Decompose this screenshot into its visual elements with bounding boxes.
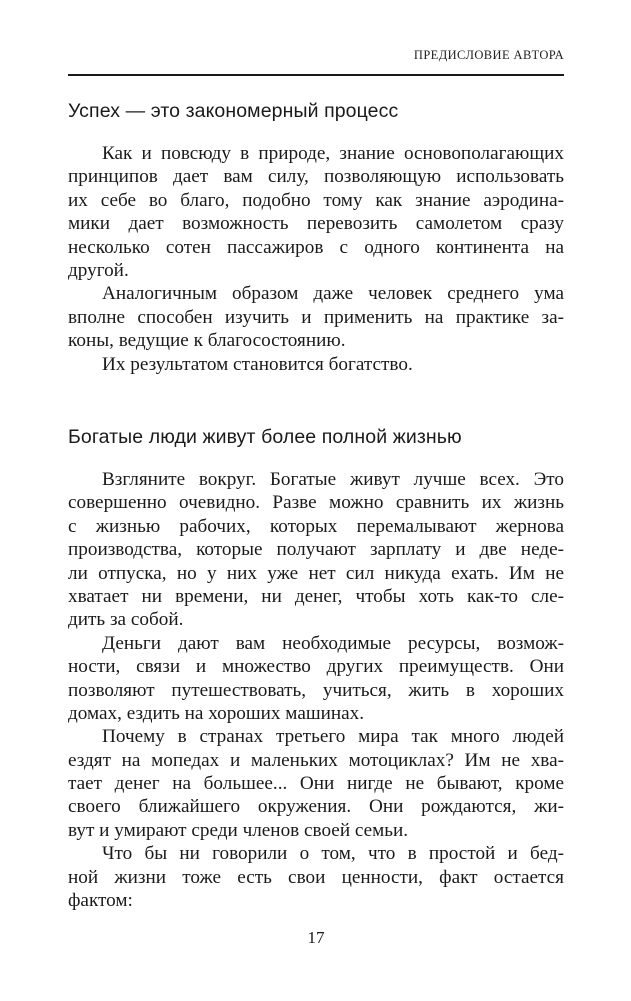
running-head: ПРЕДИСЛОВИЕ АВТОРА: [413, 48, 564, 62]
paragraph: [68, 468, 564, 632]
text-line: ездят на мопедах и маленьких мотоциклах? Им не хва-: [68, 749, 564, 771]
text-line: совершенно очевидно. Разве можно сравнить их жизнь: [68, 492, 564, 514]
text-line: вполне способен изучить и применить на практике за-: [68, 306, 564, 328]
text-line: с жизнью рабочих, которых перемалывают жернова: [68, 515, 564, 537]
text-line: домах, ездить на хороших машинах.: [68, 702, 365, 724]
text-line: ной жизни тоже есть свои ценности, факт остается: [68, 866, 564, 888]
section-body: [68, 468, 564, 912]
header-rule: [68, 74, 564, 76]
text-line: Почему в странах третьего мира так много людей: [102, 726, 564, 748]
text-line: тает денег на большее... Они нигде не бывают, кроме: [68, 773, 564, 795]
page-number: 17: [307, 928, 325, 947]
text-line: ли отпуска, но у них уже нет сил никуда ехать. Им не: [68, 562, 564, 584]
text-line: Как и повсюду в природе, знание основополагающих: [102, 143, 564, 164]
text-line: принципов дает вам силу, позволяющую использовать: [68, 166, 564, 188]
section-title: Богатые люди живут более полной жизнью: [68, 426, 462, 448]
text-line: их себе во благо, подобно тому как знание аэродина-: [68, 189, 564, 211]
paragraph: [68, 282, 564, 352]
section-body: [68, 142, 564, 376]
paragraph: [68, 142, 564, 282]
text-line: коны, ведущие к благосостоянию.: [68, 330, 346, 352]
text-line: фактом:: [68, 890, 133, 912]
text-line: своего ближайшего окружения. Они рождаются, жи-: [68, 796, 564, 818]
text-line: Что бы ни говорили о том, что в простой и бед-: [102, 843, 564, 865]
text-line: хватает ни времени, ни денег, чтобы хоть как-то сле-: [68, 585, 564, 607]
text-line: Аналогичным образом даже человек среднего ума: [102, 283, 564, 305]
text-line: несколько сотен пассажиров с одного континента на: [68, 236, 564, 258]
text-line: ности, связи и множество других преимуществ. Они: [68, 656, 564, 678]
text-line: Их результатом становится богатство.: [102, 353, 413, 375]
text-line: мики дает возможность перевозить самолетом сразу: [68, 213, 564, 235]
text-line: Взгляните вокруг. Богатые живут лучше всех. Это: [102, 469, 564, 490]
paragraph: [68, 353, 564, 376]
paragraph: [68, 725, 564, 842]
text-line: позволяют путешествовать, учиться, жить в хороших: [68, 679, 564, 701]
text-line: дить за собой.: [68, 609, 184, 631]
text-line: производства, которые получают зарплату и две неде-: [68, 539, 564, 561]
paragraph: [68, 632, 564, 726]
text-line: другой.: [68, 259, 129, 281]
text-line: Деньги дают вам необходимые ресурсы, возмож-: [102, 632, 564, 654]
paragraph: [68, 842, 564, 912]
text-line: вут и умирают среди членов своей семьи.: [68, 819, 409, 841]
section-title: Успех — это закономерный процесс: [68, 100, 399, 122]
